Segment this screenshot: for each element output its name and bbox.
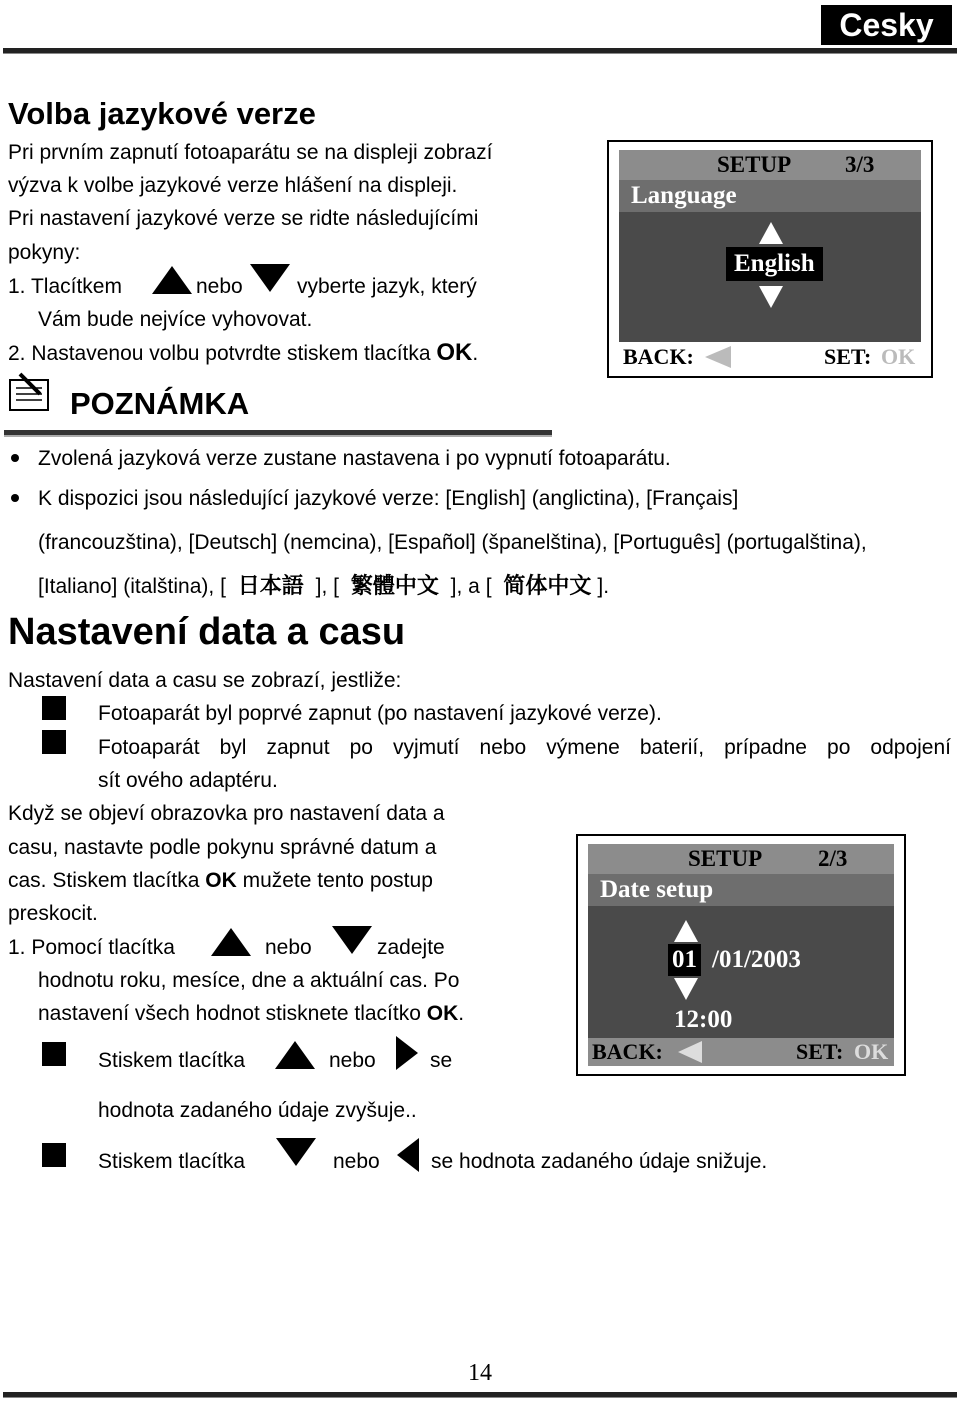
increase-nebo: nebo	[329, 1049, 376, 1072]
note-bullet-2-line3	[38, 570, 609, 603]
lcd-back-arrow-icon	[705, 346, 731, 368]
note-bullet-2-line2: (francouzština), [Deutsch] (nemcina), [Español] (španelština), [Português] (portugalština),	[38, 531, 867, 554]
note-rule	[4, 430, 552, 437]
japanese-label: 日本語	[237, 574, 304, 599]
paragraph-line: preskocit.	[8, 902, 98, 925]
languages-text: ].	[597, 575, 610, 598]
lcd-menu-bar: Date setup	[588, 874, 894, 906]
lcd-setup-label: SETUP	[717, 152, 792, 177]
step1-line2: hodnotu roku, mesíce, dne a aktuální cas. Po	[38, 969, 460, 992]
step1-text: vyberte jazyk, který	[297, 275, 477, 298]
lcd-header-bar	[619, 150, 921, 180]
lcd-bottom-bar	[619, 342, 921, 372]
section-title-datetime: Nastavení data a casu	[8, 611, 406, 653]
increase-line2: hodnota zadaného údaje zvyšuje..	[98, 1099, 417, 1122]
up-arrow-icon	[152, 266, 192, 294]
condition-2-line1: Fotoaparát byl zapnut po vyjmutí nebo výmene baterií, prípadne po odpojení	[98, 736, 951, 759]
condition-2-line2: sít ového adaptéru.	[98, 769, 278, 792]
footer-rule	[3, 1392, 957, 1398]
lcd-down-arrow-icon	[674, 978, 698, 1000]
paragraph-text: cas. Stiskem tlacítka	[8, 869, 200, 892]
increase-se: se	[430, 1049, 453, 1072]
lcd-setup-label: SETUP	[688, 846, 763, 871]
datetime-intro: Nastavení data a casu se zobrazí, jestliže:	[8, 669, 402, 692]
lcd-header-bar	[588, 844, 894, 874]
ok-label: OK	[205, 869, 237, 892]
increase-label: Stiskem tlacítka	[98, 1049, 246, 1072]
bullet-dot	[11, 454, 19, 462]
lcd-up-arrow-icon	[759, 222, 783, 244]
paragraph-line: Pri nastavení jazykové verze se ridte následujícími	[8, 207, 479, 230]
note-bullet-2-line1: K dispozici jsou následující jazykové verze: [English] (anglictina), [Français]	[38, 487, 739, 510]
languages-text: ], [	[315, 575, 339, 598]
lcd-down-arrow-icon	[759, 286, 783, 308]
camera-screen-language	[607, 140, 933, 378]
down-arrow-icon	[332, 926, 372, 954]
decrease-label: Stiskem tlacítka	[98, 1150, 246, 1173]
paragraph-line: Pri prvním zapnutí fotoaparátu se na displeji zobrazí	[8, 141, 493, 164]
step1-line2: Vám bude nejvíce vyhovovat.	[38, 308, 313, 331]
step1-text: zadejte	[377, 936, 445, 959]
square-bullet	[42, 1042, 66, 1066]
language-tag: Cesky	[821, 5, 952, 45]
bullet-dot	[11, 494, 19, 502]
lcd-back-label: BACK:	[623, 344, 694, 369]
step1-period: .	[458, 1002, 465, 1025]
note-bullet-1: Zvolená jazyková verze zustane nastavena i po vypnutí fotoaparátu.	[38, 447, 671, 470]
paragraph-line: výzva k volbe jazykové verze hlášení na displeji.	[8, 174, 458, 197]
ok-label: OK	[436, 339, 473, 366]
step2-period: .	[472, 342, 479, 365]
square-bullet	[42, 1143, 66, 1167]
lcd-page-indicator: 3/3	[845, 152, 875, 177]
paragraph-line	[8, 864, 433, 897]
right-arrow-icon	[396, 1036, 418, 1070]
note-icon	[6, 372, 52, 414]
lcd-set-label: SET:	[824, 344, 872, 369]
lcd-display	[619, 150, 921, 368]
lcd-date-day: 01	[668, 944, 701, 976]
condition-1: Fotoaparát byl poprvé zapnut (po nastavení jazykové verze).	[98, 702, 662, 725]
ok-label: OK	[426, 1002, 459, 1025]
lcd-menu-bar: Language	[619, 180, 921, 212]
camera-screen-date	[576, 834, 906, 1076]
lcd-bottom-bar	[588, 1038, 894, 1066]
left-arrow-icon	[397, 1138, 419, 1172]
header-rule	[3, 48, 957, 54]
paragraph-line: pokyny:	[8, 241, 81, 264]
decrease-text: se hodnota zadaného údaje snižuje.	[431, 1150, 768, 1173]
lcd-time: 12:00	[674, 1006, 733, 1033]
step2-label: 2. Nastavenou volbu potvrdte stiskem tlacítka	[8, 342, 431, 365]
simp-chinese-label: 简体中文	[503, 574, 592, 599]
paragraph-line: Když se objeví obrazovka pro nastavení data a	[8, 802, 445, 825]
languages-text: [Italiano] (italština), [	[38, 575, 226, 598]
lcd-page-indicator: 2/3	[818, 846, 848, 871]
down-arrow-icon	[276, 1138, 316, 1166]
step1-label: 1. Pomocí tlacítka	[8, 936, 175, 959]
square-bullet	[42, 696, 66, 720]
note-title: POZNÁMKA	[70, 386, 250, 421]
languages-text: ], a [	[450, 575, 492, 598]
section-title-language: Volba jazykové verze	[8, 96, 316, 131]
page-number: 14	[468, 1360, 492, 1386]
lcd-ok-label: OK	[881, 344, 916, 369]
lcd-back-label: BACK:	[592, 1039, 663, 1064]
up-arrow-icon	[211, 928, 251, 956]
down-arrow-icon	[250, 264, 290, 292]
step1-text: nastavení všech hodnot stisknete tlacítko	[38, 1002, 421, 1025]
paragraph-text: mužete tento postup	[242, 869, 433, 892]
step2-text	[8, 336, 478, 370]
lcd-up-arrow-icon	[674, 920, 698, 942]
square-bullet	[42, 730, 66, 754]
paragraph-line: casu, nastavte podle pokynu správné datum a	[8, 836, 437, 859]
step1-nebo: nebo	[196, 275, 243, 298]
lcd-back-arrow-icon	[678, 1041, 702, 1063]
step1-label: 1. Tlacítkem	[8, 275, 122, 298]
lcd-display	[588, 844, 894, 1066]
trad-chinese-label: 繁體中文	[350, 574, 439, 599]
up-arrow-icon	[275, 1041, 315, 1069]
lcd-selected-language: English	[726, 247, 823, 281]
step1-line3	[38, 997, 464, 1030]
lcd-ok-label: OK	[854, 1039, 889, 1064]
lcd-set-label: SET:	[796, 1039, 844, 1064]
step1-nebo: nebo	[265, 936, 312, 959]
lcd-date-rest: /01/2003	[712, 946, 801, 973]
decrease-nebo: nebo	[333, 1150, 380, 1173]
